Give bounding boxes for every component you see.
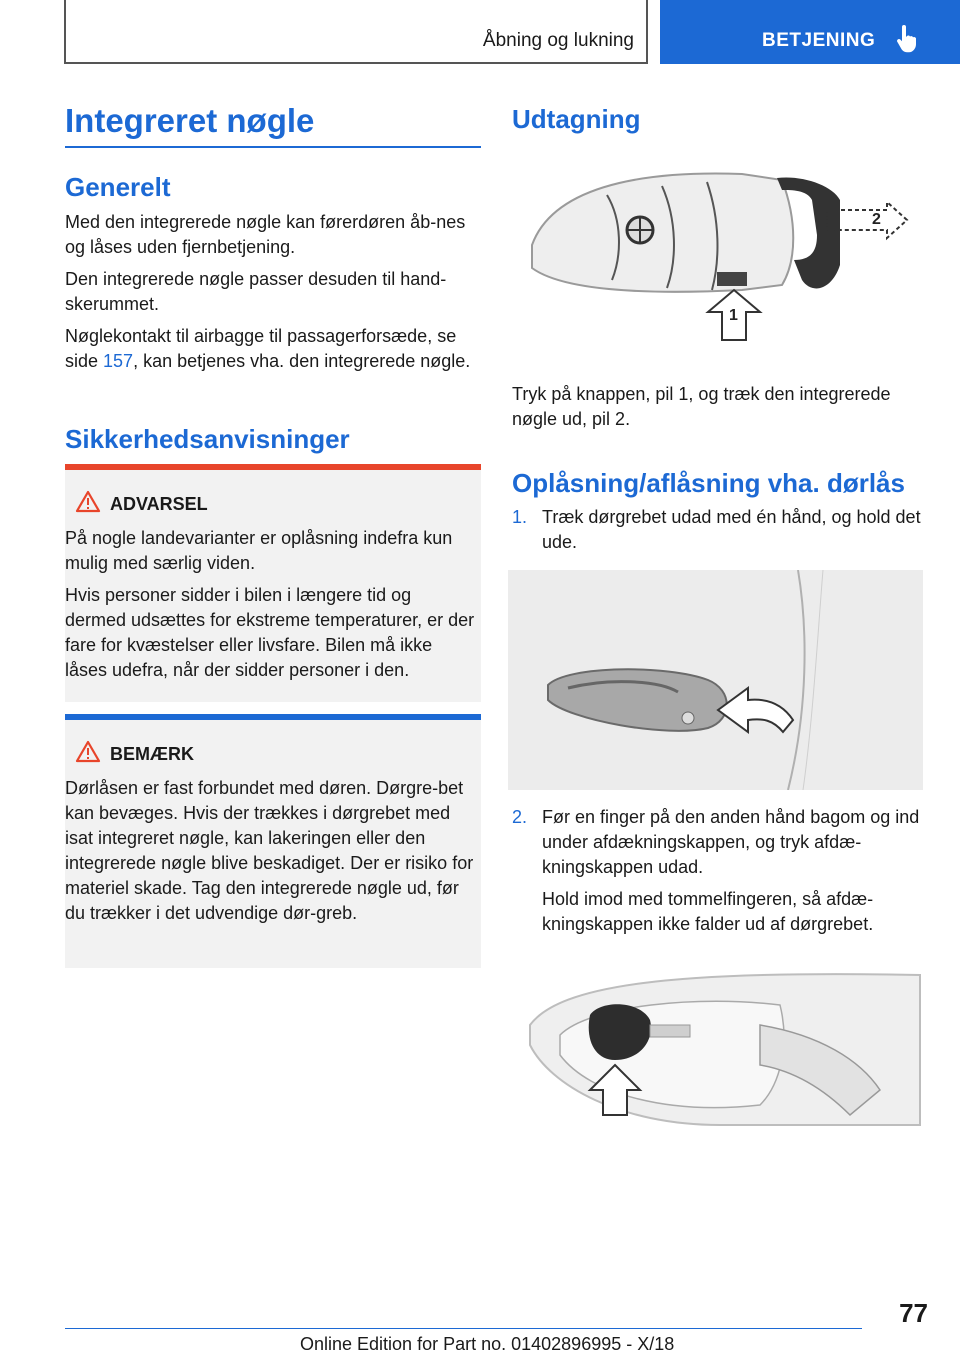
general-heading: Generelt xyxy=(65,172,171,202)
removal-heading: Udtagning xyxy=(512,104,641,134)
notice-paragraph-1: Dørlåsen er fast forbundet med døren. Dørgre-bet kan bevæges. Hvis der trækkes i dørgrebet med isat integreret nøgle, kan lakeringen eller den integrerede nøgle blive beskadiget. Der er risiko for materiel skade. Tag den integrerede nøgle ud, før du trækker i det udvendige dør-greb. xyxy=(65,778,474,923)
footer-rule xyxy=(65,1328,862,1329)
chapter-tab-label: BETJENING xyxy=(762,30,876,51)
notice-box xyxy=(65,714,481,968)
general-paragraph-1: Med den integrerede nøgle kan førerdøren åb-nes og låses uden fjernbetjening. xyxy=(65,212,466,257)
general-paragraph-3 xyxy=(65,324,481,374)
general-p3-text-a: Nøglekontakt til airbagge til passagerforsæde, se side xyxy=(65,326,457,371)
page-reference-link[interactable]: 157 xyxy=(103,351,134,371)
footer-edition: Online Edition for Part no. 01402896995 - X/18 xyxy=(300,1334,675,1354)
page-number: 77 xyxy=(899,1298,928,1328)
step-2-number: 2. xyxy=(512,807,528,827)
general-paragraph-2: Den integrerede nøgle passer desuden til hand-skerummet. xyxy=(65,269,447,314)
removal-text-block xyxy=(512,382,922,432)
notice-triangle-icon xyxy=(75,740,101,763)
removal-text: Tryk på knappen, pil 1, og træk den integrerede nøgle ud, pil 2. xyxy=(512,384,891,429)
warning-body xyxy=(65,526,477,690)
warning-title: ADVARSEL xyxy=(110,494,208,514)
figure-label-2: 2 xyxy=(872,211,881,228)
notice-body xyxy=(65,776,477,933)
step-1-number: 1. xyxy=(512,507,528,527)
key-removal-figure xyxy=(512,160,922,360)
step-2-text-2: Hold imod med tommelfingeren, så afdæ-kningskappen ikke falder ud af dørgrebet. xyxy=(542,889,874,934)
cover-cap-figure xyxy=(520,965,925,1130)
warning-bar xyxy=(65,464,481,470)
notice-title: BEMÆRK xyxy=(110,744,194,764)
title-underline xyxy=(65,146,481,148)
warning-triangle-icon xyxy=(75,490,101,513)
general-section xyxy=(65,210,481,374)
step-1 xyxy=(512,505,922,562)
door-handle-figure xyxy=(508,570,923,790)
safety-heading: Sikkerhedsanvisninger xyxy=(65,424,350,454)
header-section-title: Åbning og lukning xyxy=(482,30,634,51)
notice-bar xyxy=(65,714,481,720)
general-p3-text-b: , kan betjenes vha. den integrerede nøgle. xyxy=(133,351,471,371)
warning-paragraph-1: På nogle landevarianter er oplåsning indefra kun mulig med særlig viden. xyxy=(65,528,453,573)
figure-label-1: 1 xyxy=(729,307,738,324)
pointing-hand-icon xyxy=(896,25,918,53)
warning-box xyxy=(65,464,481,702)
door-lock-heading: Oplåsning/aflåsning vha. dørlås xyxy=(512,468,905,498)
warning-paragraph-2: Hvis personer sidder i bilen i længere tid og dermed udsættes for ekstreme temperaturer, er der fare for kvæstelser eller livsfare. Bilen må ikke låses udefra, når der sidder personer i den. xyxy=(65,585,475,680)
page-title: Integreret nøgle xyxy=(65,102,315,139)
step-2-text-1: Før en finger på den anden hånd bagom og ind under afdækningskappen, og tryk afdæ-kningskappen udad. xyxy=(542,807,920,877)
step-1-text: Træk dørgrebet udad med én hånd, og hold det ude. xyxy=(542,507,921,552)
step-2 xyxy=(512,805,922,944)
header-chapter-tab[interactable] xyxy=(660,0,960,64)
